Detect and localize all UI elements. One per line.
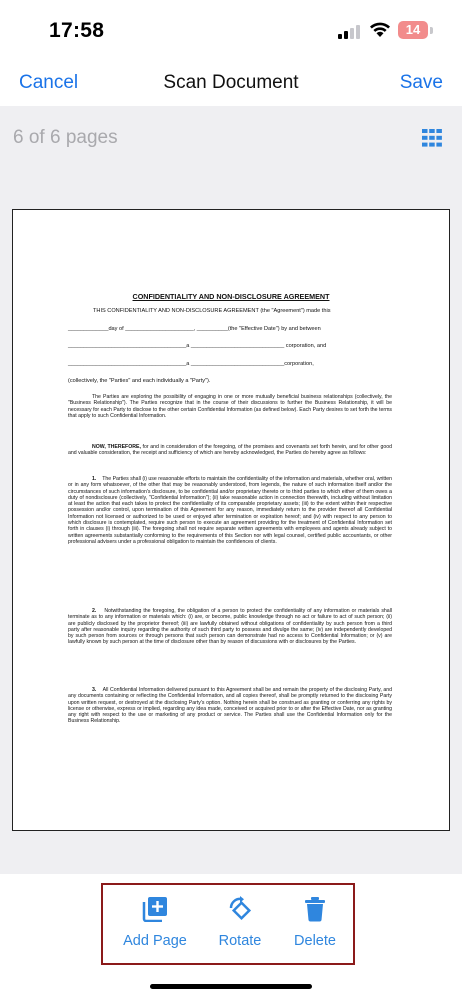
page-count: 6 of 6 pages bbox=[13, 127, 118, 148]
add-page-label: Add Page bbox=[123, 933, 187, 949]
section-1-text: The Parties shall (i) use reasonable efforts to maintain the confidentiality of the information and materials, whether oral, written or in any form whatsoever, of the other that may be reasonably understood, from legends, the nature of such information itself and/or the circumstances of such information's disclosure, to be confidential and/or proprietary thereto or to third parties to which either of them owes a duty of nondisclosure (collectively, "Confidential Information"); (ii) take reasonable action in connection therewith, including without limitation at least the action that each takes to protect the confidentiality of its comparable proprietary assets; (iii) to the extent within their respective possession and/or control, upon termination of this Agreement for any reason, immediately return to the provider thereof all Confidential Information not licensed or authorized to be used or enjoyed after termination or expiration hereof; and (iv) with respect to any person to which disclosure is contemplated, require such person to execute an agreement providing for the treatment of Confidential Information set forth in clauses (i) through (iii). The foregoing shall not require separate written agreements with employees and agents already subject to written agreements substantially conforming to the requirements of this Section nor with legal counsel, certified public accountants, or other professional advisers under a professional obligation to maintain the confidences of clients. bbox=[68, 476, 392, 545]
battery-tip bbox=[430, 27, 433, 34]
delete-button[interactable] bbox=[286, 896, 344, 949]
home-indicator[interactable] bbox=[150, 984, 312, 989]
battery-indicator bbox=[398, 21, 428, 39]
status-time: 17:58 bbox=[49, 19, 105, 42]
document-recital-2 bbox=[68, 444, 392, 457]
document-date-line: _____________day of ______________________, __________(the "Effective Date") by and between bbox=[68, 326, 321, 332]
document-party1-line: ______________________________________a ______________________________ corporation, and bbox=[68, 343, 327, 349]
section-3-number: 3. bbox=[92, 687, 97, 693]
cancel-button[interactable]: Cancel bbox=[19, 72, 79, 93]
rotate-icon bbox=[227, 896, 253, 922]
document-title: CONFIDENTIALITY AND NON-DISCLOSURE AGREEMENT bbox=[132, 292, 330, 301]
section-3-text: All Confidential Information delivered pursuant to this Agreement shall be and remain the property of the disclosing Party, and any documents containing or reflecting the Confidential Information, and all copies thereof, shall be promptly returned to the disclosing Party upon written request, or destroyed at the disclosing Party's option. Nothing herein shall be construed as granting or conferring any rights by license or otherwise, express or implied, regarding any idea made, conceived or acquired prior to or after the Effective Date, nor as granting any right with respect to the use or marketing of any product or service. The Parties shall use the Confidential Information only for the Business Relationship. bbox=[68, 687, 393, 725]
grid-view-icon[interactable] bbox=[422, 129, 442, 147]
rotate-button[interactable] bbox=[210, 896, 270, 949]
document-recital-1: The Parties are exploring the possibility of engaging in one or more mutually beneficial business relationships (collectively, the "Business Relationship"). The Parties recognize that in the course of their discussions to further the Business Relationship, it will be necessary for each Party to disclose to the other certain Confidential Information (as defined below). Each Party desires to set forth the terms that apply to such Confidential Information. bbox=[68, 394, 392, 419]
rotate-label: Rotate bbox=[218, 933, 262, 949]
document-section-1 bbox=[68, 476, 392, 545]
status-bar bbox=[0, 0, 462, 62]
section-1-number: 1. bbox=[92, 476, 97, 482]
navigation-bar bbox=[0, 62, 462, 106]
document-section-3 bbox=[68, 687, 392, 725]
document-section-2 bbox=[68, 608, 392, 646]
document-collective-line: (collectively, the "Parties" and each individually a "Party"). bbox=[68, 378, 211, 384]
save-button[interactable]: Save bbox=[399, 72, 443, 93]
page-title: Scan Document bbox=[163, 72, 299, 93]
document-party2-line: ______________________________________a ______________________________corporation, bbox=[68, 361, 314, 367]
section-2-text: Notwithstanding the foregoing, the obligation of a person to protect the confidentiality of any information or materials shall terminate as to any information or materials which: (i) are, or become, public knowledge through no act or failure to act of such person; (ii) are publicly disclosed by the proprietor thereof; (iii) are lawfully obtained without obligations of confidentiality by such person from a third party after reasonable inquiry regarding the authority of such third party to possess and divulge the same; (iv) are independently developed by such person from sources or through persons that such person can demonstrate had no access to Confidential Information; or (v) are lawfully known by such person at the time of disclosure other than by reason of discussions with or disclosures by the Parties. bbox=[68, 608, 392, 646]
recital-2-text: for and in consideration of the foregoing, of the promises and covenants set forth herein, and for other good and valuable consideration, the receipt and sufficiency of which are hereby acknowledged, the Parties do hereby agree as follows: bbox=[68, 444, 392, 457]
battery-level: 14 bbox=[405, 22, 421, 37]
add-page-button[interactable] bbox=[113, 896, 197, 949]
add-page-icon bbox=[142, 896, 168, 922]
cellular-signal-icon bbox=[338, 25, 362, 39]
section-2-number: 2. bbox=[92, 608, 97, 614]
document-intro-line: THIS CONFIDENTIALITY AND NON-DISCLOSURE AGREEMENT (the "Agreement") made this bbox=[93, 308, 331, 314]
wifi-icon bbox=[369, 20, 391, 38]
trash-icon bbox=[304, 896, 326, 922]
recital-2-lead: NOW, THEREFORE, bbox=[92, 444, 141, 450]
scanned-document-page[interactable] bbox=[12, 209, 450, 831]
delete-label: Delete bbox=[294, 933, 336, 949]
